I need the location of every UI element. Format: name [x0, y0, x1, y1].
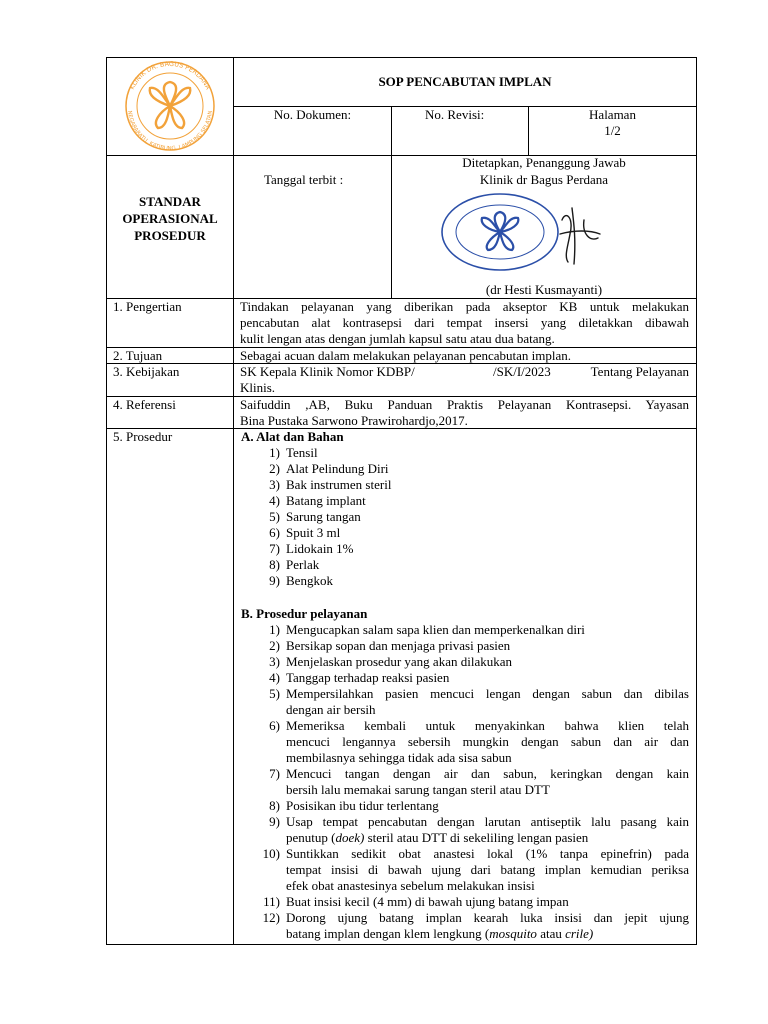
- step-number: 12): [262, 910, 280, 925]
- step-number: 6): [269, 718, 280, 733]
- step-text-italic: crile): [565, 926, 594, 941]
- row-label-pengertian: 1. Pengertian: [113, 299, 182, 314]
- step-line: Mengucapkan salam sapa klien dan memperkenalkan diri: [286, 622, 585, 637]
- alat-number: 5): [269, 509, 280, 524]
- ditetapkan-line2: Klinik dr Bagus Perdana: [479, 172, 609, 187]
- pengertian-line-1: Tindakan pelayanan yang diberikan pada akseptor KB untuk melakukan: [240, 299, 689, 314]
- step-number: 11): [263, 894, 280, 909]
- pengertian-line-2: pencabutan alat kontrasepsi dari tempat insersi yang diletakkan dibawah: [240, 315, 689, 330]
- alat-item: Perlak: [286, 557, 320, 572]
- step-number: 3): [269, 654, 280, 669]
- signer-name: (dr Hesti Kusmayanti): [485, 282, 603, 297]
- row-label-prosedur: 5. Prosedur: [113, 429, 173, 444]
- step-line: bersih lalu memakai sarung tangan steril atau DTT: [286, 782, 550, 797]
- step-text: penutup (: [286, 830, 336, 845]
- alat-item: Bak instrumen steril: [286, 477, 392, 492]
- sop-label-line1: STANDAR: [139, 194, 201, 209]
- step-line: efek obat anastesinya sebelum melakukan insisi: [286, 878, 535, 893]
- step-line: Suntikkan sedikit obat anastesi lokal (1% tanpa epinefrin) pada: [286, 846, 689, 861]
- step-line: Mencuci tangan dengan air dan sabun, keringkan dengan kain: [286, 766, 689, 781]
- alat-item: Batang implant: [286, 493, 366, 508]
- kebijakan-line-2: Klinis.: [240, 380, 276, 395]
- clinic-logo: [108, 58, 232, 154]
- section-a-heading: A. Alat dan Bahan: [241, 429, 344, 444]
- alat-item: Spuit 3 ml: [286, 525, 341, 540]
- header-vline-1: [391, 106, 392, 299]
- step-line: [286, 830, 588, 846]
- alat-number: 9): [269, 573, 280, 588]
- step-line: Bersikap sopan dan menjaga privasi pasien: [286, 638, 511, 653]
- alat-number: 6): [269, 525, 280, 540]
- logo-bottom-text: NEGARARATU, KATIBUNG, LAMPUNG SELATAN: [126, 110, 214, 153]
- referensi-line-2: Bina Pustaka Sarwono Prawirohardjo,2017.: [240, 413, 468, 428]
- step-line: Usap tempat pencabutan dengan larutan antiseptik lalu pasang kain: [286, 814, 689, 829]
- step-line: Buat insisi kecil (4 mm) di bawah ujung batang impan: [286, 894, 569, 909]
- step-number: 10): [262, 846, 280, 861]
- sop-label-line3: PROSEDUR: [134, 228, 206, 243]
- kebijakan-text-c: Tentang Pelayanan: [590, 364, 689, 379]
- step-line: Menjelaskan prosedur yang akan dilakukan: [286, 654, 512, 669]
- document-title: SOP PENCABUTAN IMPLAN: [378, 74, 552, 89]
- alat-item: Alat Pelindung Diri: [286, 461, 389, 476]
- pengertian-line-3: kulit lengan atas dengan jumlah kapsul satu atau dua batang.: [240, 331, 555, 346]
- clinic-stamp: [434, 190, 614, 274]
- alat-item: Bengkok: [286, 573, 333, 588]
- tanggal-terbit-label: Tanggal terbit :: [264, 172, 344, 187]
- step-text: batang implan dengan klem lengkung (: [286, 926, 490, 941]
- tujuan-text: Sebagai acuan dalam melakukan pelayanan pencabutan implan.: [240, 348, 571, 363]
- ditetapkan-line1: Ditetapkan, Penanggung Jawab: [462, 155, 626, 170]
- step-number: 2): [269, 638, 280, 653]
- alat-item: Lidokain 1%: [286, 541, 354, 556]
- step-text-italic: mosquito: [489, 926, 537, 941]
- table-border-bottom: [106, 944, 697, 945]
- step-line: [286, 926, 593, 942]
- step-number: 4): [269, 670, 280, 685]
- step-line: mencuci lengannya sebersih mungkin dengan sabun dan air dan: [286, 734, 689, 749]
- step-text: steril atau DTT di sekeliling lengan pasien: [364, 830, 589, 845]
- section-b-heading: B. Prosedur pelayanan: [241, 606, 368, 621]
- alat-item: Tensil: [286, 445, 318, 460]
- step-line: Memeriksa kembali untuk menyakinkan bahwa klien telah: [286, 718, 689, 733]
- alat-number: 7): [269, 541, 280, 556]
- step-text: atau: [536, 926, 566, 941]
- alat-number: 8): [269, 557, 280, 572]
- alat-number: 1): [269, 445, 280, 460]
- sop-label-line2: OPERASIONAL: [122, 211, 218, 226]
- row-label-tujuan: 2. Tujuan: [113, 348, 163, 363]
- table-divider-vertical: [233, 57, 234, 945]
- step-number: 8): [269, 798, 280, 813]
- halaman-value: 1/2: [604, 123, 621, 138]
- step-number: 7): [269, 766, 280, 781]
- step-line: Tanggap terhadap reaksi pasien: [286, 670, 450, 685]
- no-revisi-label: No. Revisi:: [425, 107, 485, 122]
- step-line: Mempersilahkan pasien mencuci lengan dengan sabun dan dibilas: [286, 686, 689, 701]
- step-line: Dorong ujung batang implan kearah luka insisi dan jepit ujung: [286, 910, 689, 925]
- step-number: 5): [269, 686, 280, 701]
- kebijakan-text-b: /SK/I/2023: [493, 364, 551, 379]
- step-line: Posisikan ibu tidur terlentang: [286, 798, 439, 813]
- alat-number: 3): [269, 477, 280, 492]
- table-border-left: [106, 57, 107, 945]
- step-line: membilasnya sehingga tidak ada sisa sabun: [286, 750, 512, 765]
- alat-item: Sarung tangan: [286, 509, 361, 524]
- kebijakan-text-a: SK Kepala Klinik Nomor KDBP/: [240, 364, 415, 379]
- table-border-right: [696, 57, 697, 945]
- row-label-kebijakan: 3. Kebijakan: [113, 364, 180, 379]
- halaman-label: Halaman: [589, 107, 636, 122]
- logo-top-text: KLINIK DR. BAGUS PERDANA: [127, 59, 213, 91]
- no-dokumen-label: No. Dokumen:: [273, 107, 352, 122]
- alat-number: 4): [269, 493, 280, 508]
- referensi-line-1: Saifuddin ,AB, Buku Panduan Praktis Pelayanan Kontrasepsi. Yayasan: [240, 397, 689, 412]
- alat-number: 2): [269, 461, 280, 476]
- step-line: tempat insisi di bawah ujung dari batang implan kemudian periksa: [286, 862, 689, 877]
- step-number: 9): [269, 814, 280, 829]
- step-line: dengan air bersih: [286, 702, 376, 717]
- row-label-referensi: 4. Referensi: [113, 397, 176, 412]
- step-text-italic: doek): [335, 830, 365, 845]
- step-number: 1): [269, 622, 280, 637]
- svg-text:KLINIK DR. BAGUS PERDANA: [128, 60, 212, 91]
